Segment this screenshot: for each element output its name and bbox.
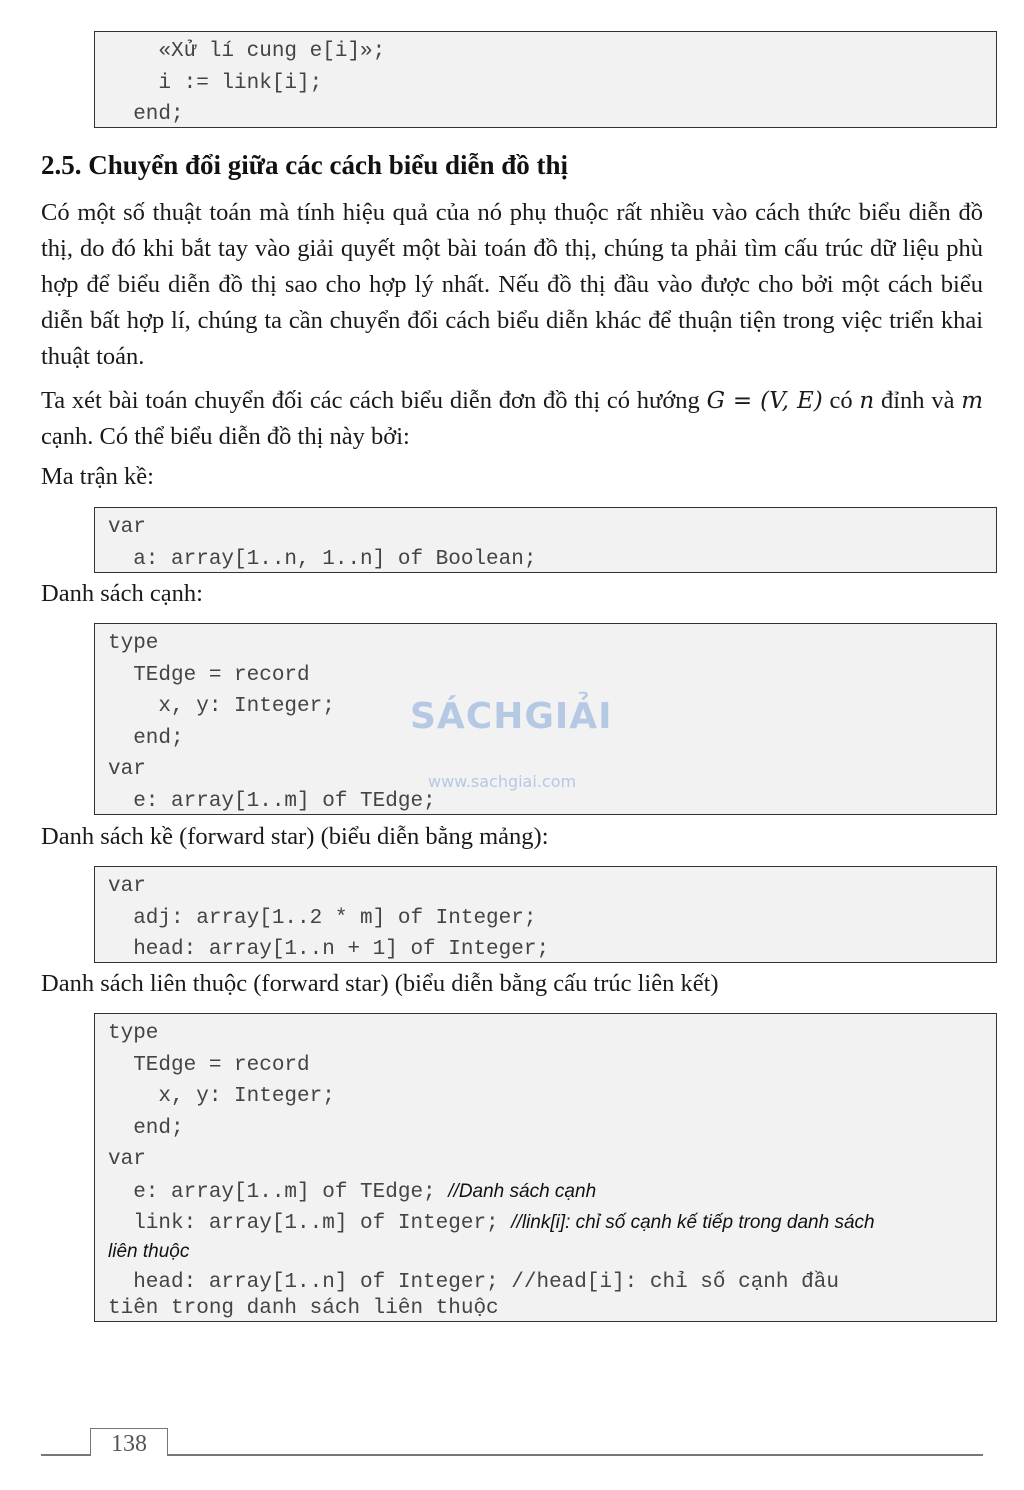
code-text: e: array[1..m] of TEdge;: [108, 1180, 449, 1204]
footer-rule-right: [166, 1454, 983, 1456]
code-line: type: [108, 1022, 159, 1045]
code-line: x, y: Integer;: [108, 695, 335, 718]
code-block-top: [94, 31, 997, 128]
code-line: var: [108, 1148, 146, 1171]
label-forward-star: Danh sách kề (forward star) (biểu diễn bằng mảng):: [41, 823, 549, 850]
intro-paragraph: Có một số thuật toán mà tính hiệu quả của nó phụ thuộc rất nhiều vào cách thức biểu diễn đồ thị, do đó khi bắt tay vào giải quyết một bài toán đồ thị, chúng ta phải tìm cấu trúc dữ liệu phù hợp để biểu diễn đồ thị sao cho hợp lý nhất. Nếu đồ thị đầu vào được cho bởi một cách biểu diễn bất hợp lí, chúng ta cần chuyển đổi cách biểu diễn khác để thuận tiện trong việc triển khai thuật toán.: [41, 199, 983, 370]
code-line: a: array[1..n, 1..n] of Boolean;: [108, 547, 537, 571]
text-span: cạnh. Có thể biểu diễn đồ thị này bởi:: [41, 423, 410, 450]
code-comment: //link[i]: chỉ số cạnh kế tiếp trong danh sách: [511, 1212, 875, 1233]
footer-rule-left: [41, 1454, 91, 1456]
section-heading: 2.5. Chuyển đổi giữa các cách biểu diễn đồ thị: [41, 150, 569, 180]
code-block-edge-list: [94, 623, 997, 815]
math-n: n: [859, 388, 875, 414]
code-line: adj: array[1..2 * m] of Integer;: [108, 906, 537, 930]
code-line: TEdge = record: [108, 663, 310, 687]
page-number: 138: [90, 1428, 168, 1456]
code-block-linked-list: [94, 1013, 997, 1322]
code-line: [108, 1176, 996, 1208]
code-line: end;: [108, 726, 184, 750]
label-edge-list: Danh sách cạnh:: [41, 580, 203, 607]
code-line: «Xử lí cung e[i]»;: [108, 40, 386, 63]
code-line: var: [108, 516, 146, 539]
code-line: end;: [108, 1116, 184, 1140]
code-block-forward-star: [94, 866, 997, 963]
code-line: x, y: Integer;: [108, 1085, 335, 1108]
code-line: type: [108, 632, 159, 655]
code-text: link: array[1..m] of Integer;: [108, 1212, 512, 1235]
code-line: [108, 1207, 996, 1239]
code-line: tiên trong danh sách liên thuộc: [108, 1296, 499, 1320]
code-line: var: [108, 758, 146, 781]
text-span: đỉnh và: [874, 387, 962, 414]
label-adjacency-matrix: Ma trận kề:: [41, 463, 154, 490]
text-span: có: [822, 387, 860, 414]
code-line: var: [108, 875, 146, 898]
text-span: Ta xét bài toán chuyển đối các cách biểu diễn đơn đồ thị có hướng: [41, 387, 707, 414]
label-linked-list: Danh sách liên thuộc (forward star) (biểu diễn bằng cấu trúc liên kết): [41, 970, 719, 997]
math-graph: G = (V, E): [706, 388, 823, 414]
code-line: TEdge = record: [108, 1053, 310, 1077]
problem-paragraph: [41, 383, 983, 455]
code-line: head: array[1..n] of Integer; //head[i]: chỉ số cạnh đầu: [108, 1270, 839, 1294]
math-m: m: [961, 388, 984, 414]
code-block-adjacency-matrix: [94, 507, 997, 573]
code-line: [108, 1239, 996, 1265]
code-comment: //Danh sách cạnh: [448, 1180, 597, 1202]
code-line: head: array[1..n + 1] of Integer;: [108, 938, 550, 961]
code-line: i := link[i];: [108, 71, 323, 95]
code-line: end;: [108, 103, 184, 126]
watermark-url: www.sachgiai.com: [428, 772, 577, 791]
watermark-logo: SÁCHGIẢI: [410, 696, 613, 737]
code-comment: liên thuộc: [108, 1240, 190, 1262]
code-line: e: array[1..m] of TEdge;: [108, 789, 436, 813]
